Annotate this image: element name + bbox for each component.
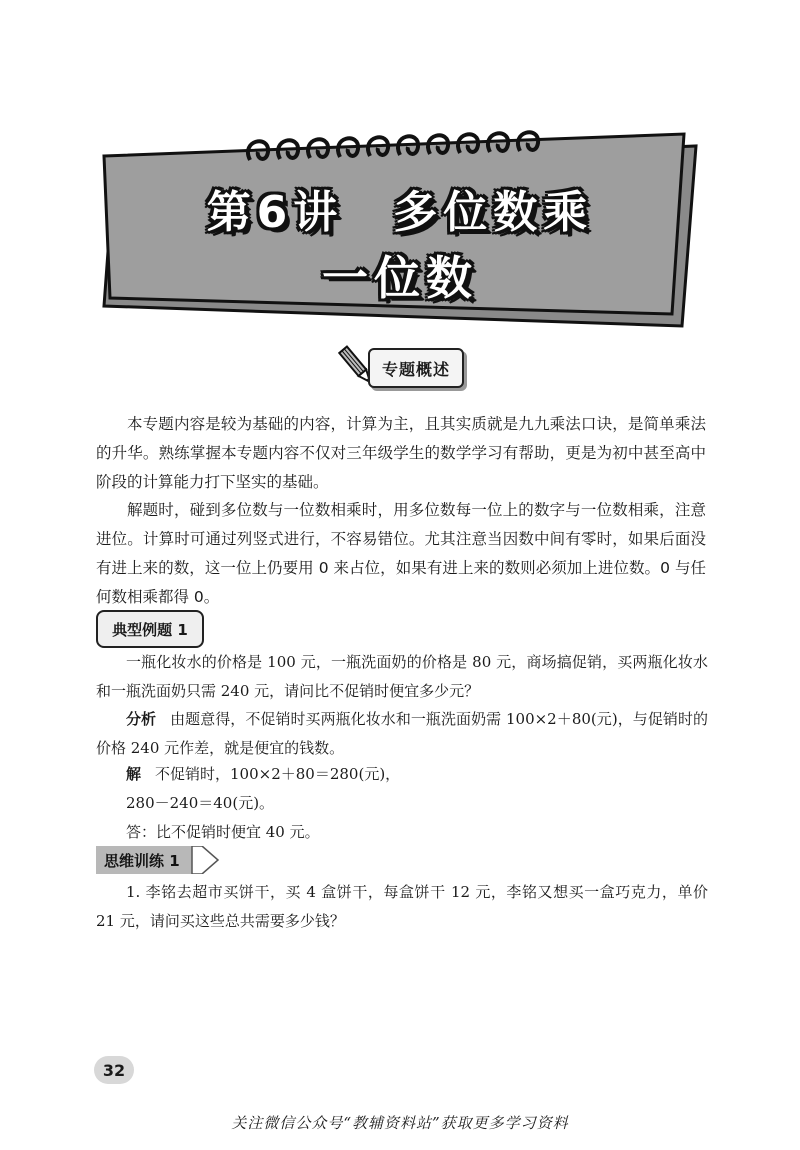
analysis-text: 由题意得，不促销时买两瓶化妆水和一瓶洗面奶需 100×2＋80(元)，与促销时的价格 240 元作差，就是便宜的钱数。 <box>96 710 708 757</box>
solution-line-1 <box>126 760 738 789</box>
solution-line-2: 280－240＝40(元)。 <box>126 794 275 812</box>
footer-note: 关注微信公众号“教辅资料站”获取更多学习资料 <box>231 1114 569 1132</box>
chapter-title-line-1: 第6讲 多位数乘 <box>206 187 594 238</box>
example-tag: 典型例题 1 <box>96 610 204 648</box>
training-tag <box>96 846 220 874</box>
overview-tag: 专题概述 <box>368 348 464 388</box>
solution-answer: 答：比不促销时便宜 40 元。 <box>126 823 320 841</box>
training-exercise: 1. 李铭去超市买饼干，买 4 盒饼干，每盒饼干 12 元，李铭又想买一盒巧克力，单价 21 元，请问买这些总共需要多少钱？ <box>96 883 708 930</box>
training-label: 思维训练 1 <box>104 852 180 870</box>
solution-label: 解 <box>126 765 142 783</box>
page-number: 32 <box>94 1056 134 1084</box>
example-problem: 一瓶化妆水的价格是 100 元，一瓶洗面奶的价格是 80 元，商场搞促销，买两瓶化妆水和一瓶洗面奶只需 240 元，请问比不促销时便宜多少元？ <box>96 653 708 700</box>
example-analysis <box>96 705 708 763</box>
solution-text-1: 不促销时，100×2＋80＝280(元)， <box>155 765 401 783</box>
overview-paragraph-2: 解题时，碰到多位数与一位数相乘时，用多位数每一位上的数字与一位数相乘，注意进位。计算时可通过列竖式进行，不容易错位。尤其注意当因数中间有零时，如果后面没有进上来的数，这一位上仍要用 0 来占位，如果有进上来的数则必须加上进位数。0 与任何数相乘都得 0。 <box>96 501 706 606</box>
chapter-title-line-2: 一位数 <box>322 251 478 305</box>
analysis-label: 分析 <box>126 710 157 728</box>
overview-paragraph-1: 本专题内容是较为基础的内容，计算为主，且其实质就是九九乘法口诀，是简单乘法的升华。熟练掌握本专题内容不仅对三年级学生的数学学习有帮助，更是为初中甚至高中阶段的计算能力打下坚实的基础。 <box>96 415 706 491</box>
